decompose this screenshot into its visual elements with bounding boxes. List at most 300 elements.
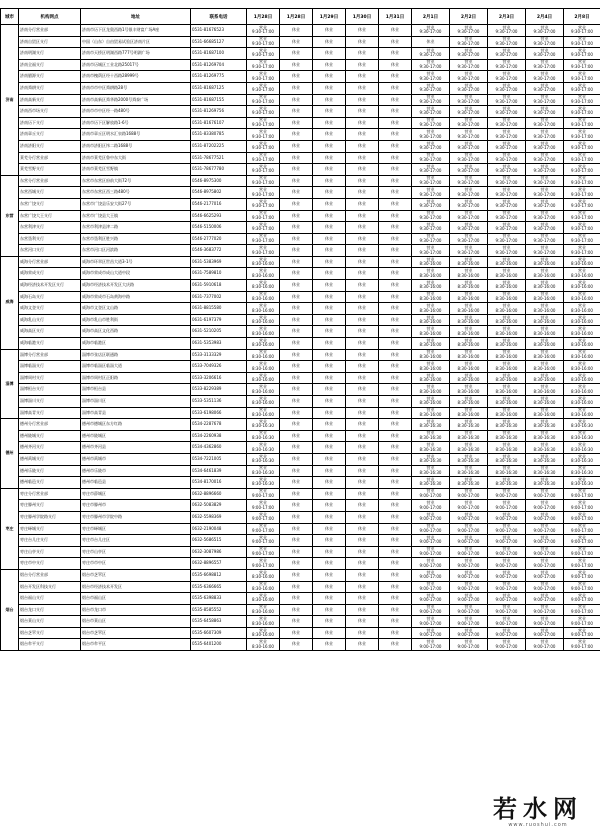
addr-cell: 烟台市龙口市 <box>81 604 191 616</box>
hours-label: 8:30-16:00 <box>252 272 274 278</box>
status-label: 营业 <box>259 627 267 633</box>
status-cell <box>564 291 600 303</box>
status-label: 休业 <box>325 490 333 496</box>
status-cell <box>564 129 600 141</box>
status-cell <box>379 106 412 118</box>
status-cell <box>247 430 280 442</box>
watermark-url: www.ruoshui.com <box>508 822 568 828</box>
org-cell: 东营广饶大王支行 <box>19 210 81 222</box>
table-row <box>1 465 600 477</box>
status-cell <box>346 361 379 373</box>
hours-label: 9:30-17:00 <box>457 226 480 232</box>
status-label: 营业 <box>464 59 473 65</box>
status-label: 休业 <box>358 432 366 438</box>
status-cell <box>313 198 346 210</box>
status-label: 营业 <box>426 210 435 216</box>
status-cell <box>526 546 564 558</box>
city-cell: 济南 <box>1 25 19 176</box>
hours-label: 9:30-17:00 <box>252 226 274 232</box>
tel-cell: 0531-81676523 <box>191 25 247 37</box>
tel-cell: 0632-8896660 <box>191 488 247 500</box>
status-label: 营业 <box>259 187 267 193</box>
tel-cell: 0546-6625293 <box>191 210 247 222</box>
status-label: 营业 <box>426 117 435 123</box>
org-cell: 烟台莱山支行 <box>19 616 81 628</box>
status-cell <box>564 117 600 129</box>
status-label: 营业 <box>502 581 511 587</box>
addr-cell: 德州市临邑县 <box>81 477 191 489</box>
hours-label: 9:30-17:00 <box>252 87 274 93</box>
hours-label: 8:30-16:00 <box>533 307 556 313</box>
tel-cell: 0546-2777020 <box>191 233 247 245</box>
status-label: 营业 <box>502 407 511 413</box>
table-row <box>1 477 600 489</box>
hours-label: 9:30-17:00 <box>252 133 274 139</box>
status-cell <box>564 488 600 500</box>
status-label: 营业 <box>259 233 267 239</box>
hours-label: 9:30-17:00 <box>533 75 556 81</box>
status-cell <box>313 593 346 605</box>
status-cell <box>412 152 450 164</box>
status-label: 营业 <box>259 476 267 482</box>
hours-label: 9:30-17:00 <box>571 249 593 255</box>
status-cell <box>247 477 280 489</box>
tel-cell: 0535-8585552 <box>191 604 247 616</box>
hours-label: 9:30-17:00 <box>495 214 518 220</box>
status-cell <box>313 430 346 442</box>
hours-label: 8:30-16:00 <box>419 261 442 267</box>
status-cell <box>488 627 526 639</box>
status-cell <box>379 616 412 628</box>
status-cell <box>379 326 412 338</box>
status-label: 营业 <box>540 291 549 297</box>
hours-label: 9:00-17:00 <box>571 551 593 557</box>
org-cell: 淄博桓台支行 <box>19 384 81 396</box>
hours-label: 9:30-17:00 <box>419 214 442 220</box>
table-row <box>1 593 600 605</box>
status-cell <box>313 314 346 326</box>
status-cell <box>280 546 313 558</box>
hours-label: 9:00-17:00 <box>533 504 556 510</box>
org-cell: 枣庄峄城支行 <box>19 523 81 535</box>
org-cell: 德州禹城支行 <box>19 453 81 465</box>
status-label: 营业 <box>502 152 511 158</box>
status-cell <box>412 291 450 303</box>
status-cell <box>247 326 280 338</box>
table-row <box>1 245 600 257</box>
tel-cell: 0535-6458863 <box>191 616 247 628</box>
status-cell <box>379 210 412 222</box>
status-cell <box>280 558 313 570</box>
status-label: 营业 <box>540 302 549 308</box>
status-cell <box>379 361 412 373</box>
status-label: 休业 <box>292 490 300 496</box>
hours-label: 8:30-16:30 <box>419 458 442 464</box>
hours-label: 9:00-17:00 <box>571 504 593 510</box>
hours-label: 9:00-17:00 <box>533 527 556 533</box>
status-cell <box>526 36 564 48</box>
hours-label: 9:00-17:00 <box>495 643 518 649</box>
hours-label: 9:00-17:00 <box>419 493 442 499</box>
status-label: 营业 <box>540 418 549 424</box>
hours-label: 9:30-17:00 <box>533 40 556 46</box>
hours-label: 9:30-17:00 <box>419 75 442 81</box>
status-cell <box>379 639 412 651</box>
status-label: 营业 <box>259 279 267 285</box>
status-label: 休业 <box>292 96 300 102</box>
status-label: 营业 <box>464 546 473 552</box>
status-cell <box>412 361 450 373</box>
table-row <box>1 581 600 593</box>
status-cell <box>313 48 346 60</box>
status-label: 休业 <box>292 247 300 253</box>
status-cell <box>247 535 280 547</box>
column-header: 2月1日 <box>412 9 450 25</box>
status-label: 休业 <box>391 316 399 322</box>
status-cell <box>313 465 346 477</box>
status-label: 休业 <box>358 305 366 311</box>
status-cell <box>346 384 379 396</box>
status-label: 休业 <box>292 166 300 172</box>
table-row <box>1 442 600 454</box>
status-cell <box>526 280 564 292</box>
org-cell: 威海乳山支行 <box>19 314 81 326</box>
status-cell <box>313 245 346 257</box>
status-cell <box>313 140 346 152</box>
status-label: 休业 <box>292 154 300 160</box>
status-cell <box>247 581 280 593</box>
status-cell <box>346 523 379 535</box>
status-label: 休业 <box>358 525 366 531</box>
status-label: 营业 <box>578 47 586 53</box>
status-label: 营业 <box>426 639 435 645</box>
status-label: 营业 <box>540 36 549 42</box>
hours-label: 9:30-17:00 <box>419 98 442 104</box>
status-label: 营业 <box>540 546 549 552</box>
status-label: 营业 <box>426 604 435 610</box>
tel-cell: 0531-81687125 <box>191 82 247 94</box>
hours-label: 8:30-16:00 <box>457 353 480 359</box>
hours-label: 8:30-16:00 <box>252 330 274 336</box>
hours-label: 8:30-16:00 <box>571 319 593 325</box>
status-label: 休业 <box>358 282 366 288</box>
status-label: 营业 <box>464 268 473 274</box>
org-cell: 枣庄分行营业部 <box>19 488 81 500</box>
hours-label: 8:30-16:30 <box>533 469 556 475</box>
status-label: 营业 <box>426 279 435 285</box>
status-cell <box>247 361 280 373</box>
hours-label: 9:00-17:00 <box>495 620 518 626</box>
status-cell <box>346 94 379 106</box>
status-label: 休业 <box>358 560 366 566</box>
hours-label: 9:30-17:00 <box>533 64 556 70</box>
status-label: 营业 <box>464 395 473 401</box>
hours-label: 8:30-16:00 <box>571 411 593 417</box>
status-cell <box>412 581 450 593</box>
status-cell <box>488 488 526 500</box>
status-cell <box>412 268 450 280</box>
org-cell: 济南济阳支行 <box>19 140 81 152</box>
status-label: 营业 <box>259 117 267 123</box>
status-label: 休业 <box>292 282 300 288</box>
status-cell <box>450 25 488 37</box>
status-label: 营业 <box>578 291 586 297</box>
hours-label: 9:00-17:00 <box>533 516 556 522</box>
status-cell <box>526 303 564 315</box>
status-cell <box>313 581 346 593</box>
hours-label: 8:30-16:30 <box>457 481 480 487</box>
status-label: 休业 <box>358 595 366 601</box>
status-label: 休业 <box>391 212 399 218</box>
status-cell <box>412 511 450 523</box>
hours-label: 8:30-16:00 <box>457 400 480 406</box>
status-cell <box>280 106 313 118</box>
tel-cell: 0531-81687155 <box>191 94 247 106</box>
status-label: 休业 <box>325 282 333 288</box>
status-cell <box>412 442 450 454</box>
status-cell <box>346 465 379 477</box>
status-label: 休业 <box>292 142 300 148</box>
status-cell <box>564 198 600 210</box>
status-cell <box>313 268 346 280</box>
status-label: 营业 <box>540 105 549 111</box>
hours-label: 9:00-17:00 <box>533 608 556 614</box>
status-label: 营业 <box>464 372 473 378</box>
status-label: 休业 <box>292 305 300 311</box>
status-label: 营业 <box>540 140 549 146</box>
status-cell <box>379 407 412 419</box>
status-label: 营业 <box>259 581 267 587</box>
status-cell <box>313 523 346 535</box>
status-label: 休业 <box>325 374 333 380</box>
city-cell: 德州 <box>1 419 19 489</box>
hours-label: 9:00-17:00 <box>419 504 442 510</box>
hours-label: 9:00-17:00 <box>419 608 442 614</box>
status-label: 休业 <box>391 166 399 172</box>
status-cell <box>526 291 564 303</box>
status-label: 休业 <box>325 421 333 427</box>
status-label: 营业 <box>540 430 549 436</box>
hours-label: 9:00-17:00 <box>457 516 480 522</box>
status-cell <box>247 106 280 118</box>
status-cell <box>564 71 600 83</box>
tel-cell: 0534-8170016 <box>191 477 247 489</box>
hours-label: 8:30-16:00 <box>419 377 442 383</box>
status-label: 休业 <box>292 50 300 56</box>
status-cell <box>526 106 564 118</box>
status-label: 休业 <box>292 293 300 299</box>
status-label: 营业 <box>502 627 511 633</box>
table-row <box>1 25 600 37</box>
hours-label: 9:30-17:00 <box>252 156 274 162</box>
hours-label: 8:30-16:00 <box>571 272 593 278</box>
hours-label: 9:00-17:00 <box>533 620 556 626</box>
hours-label: 9:00-17:00 <box>571 562 593 568</box>
status-cell <box>450 500 488 512</box>
status-label: 休业 <box>391 73 399 79</box>
status-cell <box>280 569 313 581</box>
hours-label: 9:30-17:00 <box>457 156 480 162</box>
status-cell <box>313 36 346 48</box>
status-label: 营业 <box>259 569 267 575</box>
city-cell: 东营 <box>1 175 19 256</box>
status-label: 休业 <box>292 189 300 195</box>
status-cell <box>412 326 450 338</box>
status-label: 休业 <box>325 537 333 543</box>
status-cell <box>247 488 280 500</box>
status-label: 营业 <box>464 117 473 123</box>
status-label: 休业 <box>358 548 366 554</box>
hours-label: 9:30-17:00 <box>571 180 593 186</box>
hours-label: 8:30-16:30 <box>252 458 274 464</box>
status-cell <box>313 303 346 315</box>
status-label: 休业 <box>292 444 300 450</box>
status-label: 休业 <box>325 200 333 206</box>
hours-label: 8:30-16:30 <box>457 446 480 452</box>
status-cell <box>379 442 412 454</box>
status-cell <box>247 48 280 60</box>
status-cell <box>564 569 600 581</box>
status-cell <box>346 442 379 454</box>
status-label: 休业 <box>358 119 366 125</box>
status-label: 休业 <box>391 247 399 253</box>
addr-cell: 东营市河口区河滨路 <box>81 245 191 257</box>
hours-label: 8:30-16:00 <box>252 353 274 359</box>
status-label: 休业 <box>391 571 399 577</box>
hours-label: 9:00-17:00 <box>252 539 274 545</box>
status-cell <box>379 59 412 71</box>
hours-label: 8:30-16:30 <box>495 481 518 487</box>
status-cell <box>280 338 313 350</box>
org-cell: 威海经济技术开发区支行 <box>19 280 81 292</box>
status-label: 休业 <box>358 189 366 195</box>
addr-cell: 威海市临港区 <box>81 338 191 350</box>
status-cell <box>247 25 280 37</box>
status-label: 营业 <box>464 592 473 598</box>
org-cell: 东营利津支行 <box>19 222 81 234</box>
hours-label: 9:30-17:00 <box>571 203 593 209</box>
status-label: 休业 <box>325 618 333 624</box>
status-cell <box>526 627 564 639</box>
hours-label: 9:30-17:00 <box>419 29 442 35</box>
status-label: 休业 <box>391 629 399 635</box>
hours-label: 8:30-16:00 <box>571 261 593 267</box>
status-label: 营业 <box>502 465 511 471</box>
tel-cell: 0631-5383969 <box>191 256 247 268</box>
hours-label: 9:00-17:00 <box>495 539 518 545</box>
status-label: 营业 <box>578 198 586 204</box>
status-cell <box>526 222 564 234</box>
status-cell <box>488 511 526 523</box>
hours-label: 9:00-17:00 <box>571 608 593 614</box>
status-label: 营业 <box>259 372 267 378</box>
status-label: 营业 <box>540 47 549 53</box>
status-label: 休业 <box>391 374 399 380</box>
status-cell <box>379 511 412 523</box>
hours-label: 8:30-16:00 <box>252 261 274 267</box>
status-label: 营业 <box>540 117 549 123</box>
hours-label: 9:00-17:00 <box>495 516 518 522</box>
status-cell <box>313 338 346 350</box>
status-label: 休业 <box>358 363 366 369</box>
status-cell <box>346 187 379 199</box>
hours-label: 9:00-17:00 <box>571 632 593 638</box>
status-label: 营业 <box>578 24 586 30</box>
status-label: 营业 <box>464 407 473 413</box>
status-label: 营业 <box>464 279 473 285</box>
hours-label: 8:30-16:00 <box>457 319 480 325</box>
status-label: 休业 <box>391 108 399 114</box>
addr-cell: 枣庄市市中区 <box>81 558 191 570</box>
status-cell <box>247 384 280 396</box>
status-label: 休业 <box>325 27 333 32</box>
status-cell <box>488 453 526 465</box>
status-label: 休业 <box>391 525 399 531</box>
status-label: 营业 <box>464 569 473 575</box>
status-cell <box>412 94 450 106</box>
status-cell <box>247 465 280 477</box>
status-label: 休业 <box>325 409 333 415</box>
hours-label: 9:30-17:00 <box>252 145 274 151</box>
status-cell <box>280 396 313 408</box>
status-cell <box>450 117 488 129</box>
hours-label: 9:00-17:00 <box>252 504 274 510</box>
addr-cell: 济南市历城区工业北路25017号 <box>81 59 191 71</box>
status-cell <box>412 546 450 558</box>
status-label: 营业 <box>578 163 586 169</box>
status-label: 营业 <box>259 94 267 100</box>
org-cell: 威海分行营业部 <box>19 256 81 268</box>
status-label: 休业 <box>292 73 300 79</box>
status-cell <box>247 500 280 512</box>
status-label: 营业 <box>578 453 586 459</box>
status-label: 营业 <box>502 488 511 494</box>
hours-label: 9:30-17:00 <box>571 52 593 58</box>
status-cell <box>488 523 526 535</box>
addr-cell: 淄博市淄川区 <box>81 396 191 408</box>
status-label: 营业 <box>464 430 473 436</box>
hours-label: 9:00-17:00 <box>457 551 480 557</box>
status-cell <box>488 581 526 593</box>
hours-label: 9:30-17:00 <box>533 226 556 232</box>
status-label: 营业 <box>464 36 473 42</box>
status-label: 休业 <box>358 421 366 427</box>
status-cell <box>313 361 346 373</box>
hours-label: 9:30-17:00 <box>571 168 593 174</box>
hours-label: 8:30-16:00 <box>533 411 556 417</box>
tel-cell: 0546-5150006 <box>191 222 247 234</box>
status-cell <box>412 187 450 199</box>
status-label: 营业 <box>464 337 473 343</box>
status-cell <box>346 280 379 292</box>
status-cell <box>379 48 412 60</box>
tel-cell: 0531-81269704 <box>191 59 247 71</box>
status-label: 营业 <box>464 302 473 308</box>
hours-label: 9:30-17:00 <box>533 122 556 128</box>
status-cell <box>346 569 379 581</box>
status-label: 营业 <box>464 488 473 494</box>
status-cell <box>247 82 280 94</box>
hours-label: 9:30-17:00 <box>533 52 556 58</box>
table-row <box>1 314 600 326</box>
status-label: 休业 <box>391 398 399 403</box>
hours-label: 9:00-17:00 <box>252 516 274 522</box>
hours-label: 8:30-16:00 <box>252 632 274 638</box>
status-cell <box>247 291 280 303</box>
status-cell <box>564 48 600 60</box>
addr-cell: 济南市市中区舜耕路28号 <box>81 82 191 94</box>
status-label: 营业 <box>426 581 435 587</box>
